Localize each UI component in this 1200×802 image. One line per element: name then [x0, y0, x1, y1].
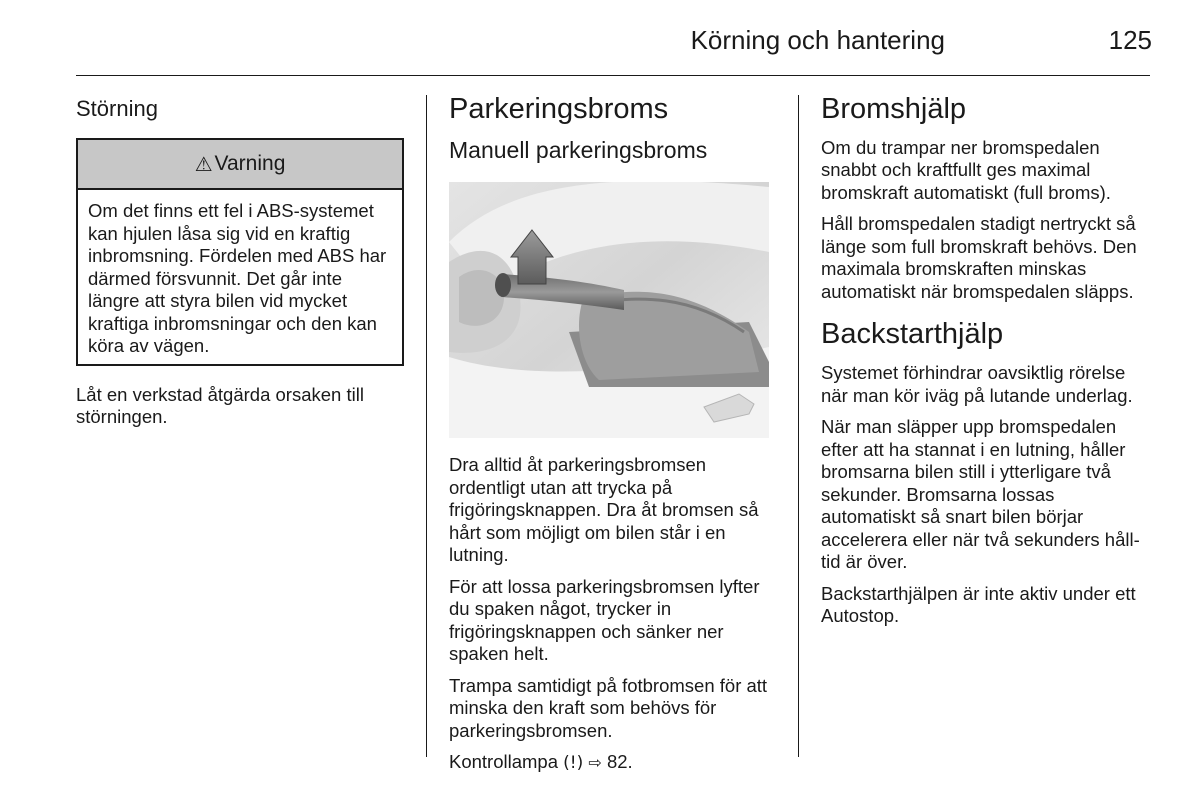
control-lamp-label: Kontrollampa: [449, 751, 559, 773]
column-2: [449, 92, 779, 784]
column-divider-1: [426, 95, 427, 757]
hill-start-paragraph-3: Backstarthjälpen är inte aktiv under ett Autostop.: [821, 582, 1136, 627]
parking-brake-heading: Parkeringsbroms: [449, 93, 669, 125]
brake-assist-heading: Bromshjälp: [821, 93, 967, 125]
parking-brake-paragraph-2: För att lossa parkeringsbromsen lyfter du spaken något, trycker in frigöringsknappen och sänker ner spaken helt.: [449, 575, 760, 665]
hill-start-paragraph-1: Systemet förhindrar oavsiktlig rörelse när man kör iväg på lutande underlag.: [821, 362, 1133, 406]
parking-brake-paragraph-3: Trampa samtidigt på fotbromsen för att minska den kraft som behövs för parkeringsbromsen.: [449, 674, 768, 741]
brake-warning-lamp-icon: (!): [563, 753, 584, 774]
running-header: Körning och hantering: [690, 25, 945, 55]
warning-title: Varning: [214, 152, 286, 175]
warning-body: [78, 190, 402, 364]
column-divider-2: [798, 95, 799, 757]
header-divider: [76, 75, 1150, 76]
column-1: [76, 92, 404, 438]
reference-arrow-icon: ⇨: [588, 753, 602, 773]
parking-brake-paragraph-1: Dra alltid åt parkeringsbromsen ordentligt utan att trycka på frigöringsknappen. Dra åt bromsen så hårt som möjligt om bilen står i en lutning.: [449, 454, 759, 566]
page-number: 125: [1108, 25, 1152, 55]
hill-start-paragraph-2: När man släpper upp bromspedalen efter att ha stannat i en lutning, håller bromsarna bilen still i ytterligare två sekunder. Bromsarna lossas automatiskt så snart bilen börjar accelerera eller när två sekunders hålltid är över.: [821, 416, 1140, 573]
malfunction-text: Låt en verkstad åtgärda orsaken till störningen.: [76, 383, 364, 427]
warning-text: Om det finns ett fel i ABS-systemet kan hjulen låsa sig vid en kraftig inbromsning. Fördelen med ABS har därmed försvunnit. Det går inte längre att styra bilen vid mycket kraftiga inbromsningar och den kan köra av vägen.: [88, 200, 387, 356]
warning-triangle-icon: ⚠: [194, 153, 213, 176]
brake-assist-paragraph-1: Om du trampar ner bromspedalen snabbt och kraftfullt ges maximal bromskraft automatiskt (full broms).: [821, 136, 1111, 203]
warning-box: [76, 138, 404, 366]
control-lamp-page-ref[interactable]: 82.: [606, 751, 633, 773]
hill-start-assist-heading: Backstarthjälp: [821, 318, 1004, 351]
control-lamp-reference: [449, 751, 779, 775]
malfunction-heading: Störning: [76, 96, 158, 121]
parking-brake-lever-illustration: [449, 182, 769, 438]
column-3: [821, 92, 1153, 637]
manual-parking-brake-heading: Manuell parkeringsbroms: [449, 136, 708, 163]
brake-assist-paragraph-2: Håll bromspedalen stadigt nertryckt så länge som full bromskraft behövs. Den maximala bromskraften minskas automatiskt när bromspedalen släpps.: [821, 213, 1137, 302]
warning-header: [78, 140, 402, 190]
